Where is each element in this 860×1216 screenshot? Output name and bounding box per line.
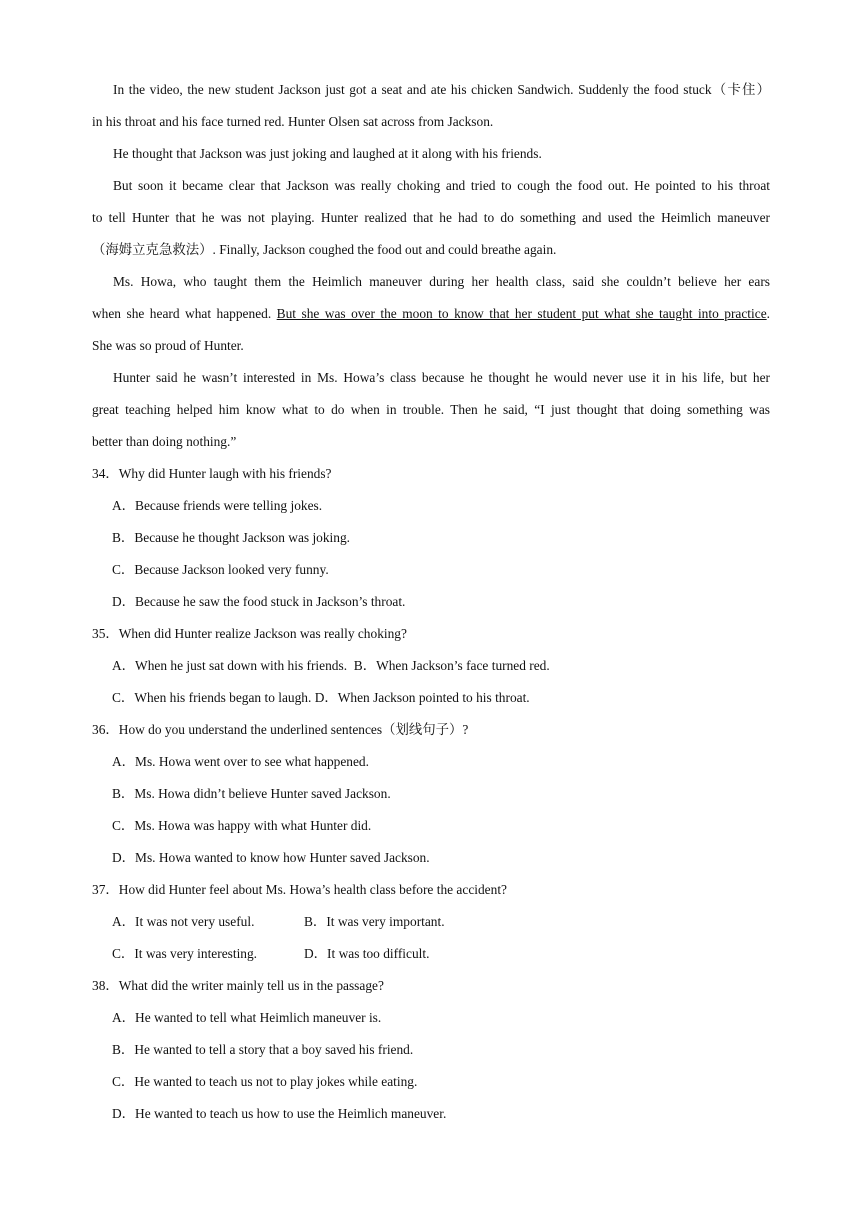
- option-a: A．When he just sat down with his friends.: [112, 658, 348, 673]
- paragraph-4-line-1: Ms. Howa, who taught them the Heimlich maneuver during her health class, said she couldn’t believe her ears: [113, 274, 770, 289]
- option-a: A．He wanted to tell what Heimlich maneuver is.: [112, 1010, 382, 1025]
- question-stem: 38．What did the writer mainly tell us in the passage?: [92, 978, 384, 993]
- paragraph-1-line-2: in his throat and his face turned red. Hunter Olsen sat across from Jackson.: [92, 114, 494, 129]
- option-d: D．Because he saw the food stuck in Jackson’s throat.: [112, 594, 406, 609]
- option-c: C．When his friends began to laugh.: [112, 690, 312, 705]
- question-36: [92, 714, 770, 874]
- paragraph-2-line-1: He thought that Jackson was just joking and laughed at it along with his friends.: [113, 146, 542, 161]
- document-content: [92, 74, 770, 1130]
- option-c: C．Ms. Howa was happy with what Hunter did.: [112, 818, 372, 833]
- question-38: [92, 970, 770, 1130]
- option-row-cd: [92, 938, 770, 970]
- question-34: [92, 458, 770, 618]
- paragraph-5-line-3: better than doing nothing.”: [92, 434, 237, 449]
- paragraph-4-period: .: [766, 306, 770, 321]
- question-stem: 34．Why did Hunter laugh with his friends?: [92, 466, 332, 481]
- paragraph-5-line-1: Hunter said he wasn’t interested in Ms. Howa’s class because he thought he would never use it in his life, but her: [113, 370, 770, 385]
- option-row-cd: [92, 682, 770, 714]
- option-row-ab: [92, 906, 770, 938]
- question-stem: 37．How did Hunter feel about Ms. Howa’s health class before the accident?: [92, 882, 507, 897]
- option-c: C．Because Jackson looked very funny.: [112, 562, 329, 577]
- option-c: C．It was very interesting.: [112, 946, 258, 961]
- option-b: B．Because he thought Jackson was joking.: [112, 530, 351, 545]
- reading-passage: [92, 74, 770, 458]
- option-b: B．It was very important.: [304, 914, 445, 929]
- option-c: C．He wanted to teach us not to play jokes while eating.: [112, 1074, 418, 1089]
- paragraph-5-line-2: great teaching helped him know what to do when in trouble. Then he said, “I just thought that doing something was: [92, 402, 770, 417]
- paragraph-3-line-2: to tell Hunter that he was not playing. Hunter realized that he had to do something and used the Heimlich maneuver: [92, 210, 770, 225]
- paragraph-4-line-2: [92, 298, 770, 330]
- option-b: B．Ms. Howa didn’t believe Hunter saved Jackson.: [112, 786, 391, 801]
- paragraph-4-line-3: She was so proud of Hunter.: [92, 338, 244, 353]
- paragraph-3-line-1: But soon it became clear that Jackson was really choking and tried to cough the food out. He pointed to his throat: [113, 178, 770, 193]
- question-stem: 36．How do you understand the underlined sentences（划线句子）?: [92, 722, 469, 737]
- question-35: [92, 618, 770, 714]
- paragraph-3-line-3: （海姆立克急救法）. Finally, Jackson coughed the food out and could breathe again.: [92, 242, 557, 257]
- option-b: B．When Jackson’s face turned red.: [353, 658, 550, 673]
- option-d: D．He wanted to teach us how to use the Heimlich maneuver.: [112, 1106, 447, 1121]
- option-b: B．He wanted to tell a story that a boy saved his friend.: [112, 1042, 414, 1057]
- option-d: D．Ms. Howa wanted to know how Hunter saved Jackson.: [112, 850, 430, 865]
- paragraph-1-line-1: In the video, the new student Jackson just got a seat and ate his chicken Sandwich. Suddenly the food stuck（卡住）: [113, 82, 770, 97]
- underlined-sentence: But she was over the moon to know that her student put what she taught into practice: [276, 306, 767, 321]
- question-stem: 35．When did Hunter realize Jackson was really choking?: [92, 626, 407, 641]
- option-row-ab: [92, 650, 770, 682]
- paragraph-4-text: when she heard what happened.: [92, 306, 277, 321]
- option-a: A．Ms. Howa went over to see what happened.: [112, 754, 369, 769]
- option-a: A．Because friends were telling jokes.: [112, 498, 323, 513]
- option-d: D．It was too difficult.: [304, 946, 430, 961]
- question-37: [92, 874, 770, 970]
- option-a: A．It was not very useful.: [112, 914, 255, 929]
- option-d: D．When Jackson pointed to his throat.: [314, 690, 530, 705]
